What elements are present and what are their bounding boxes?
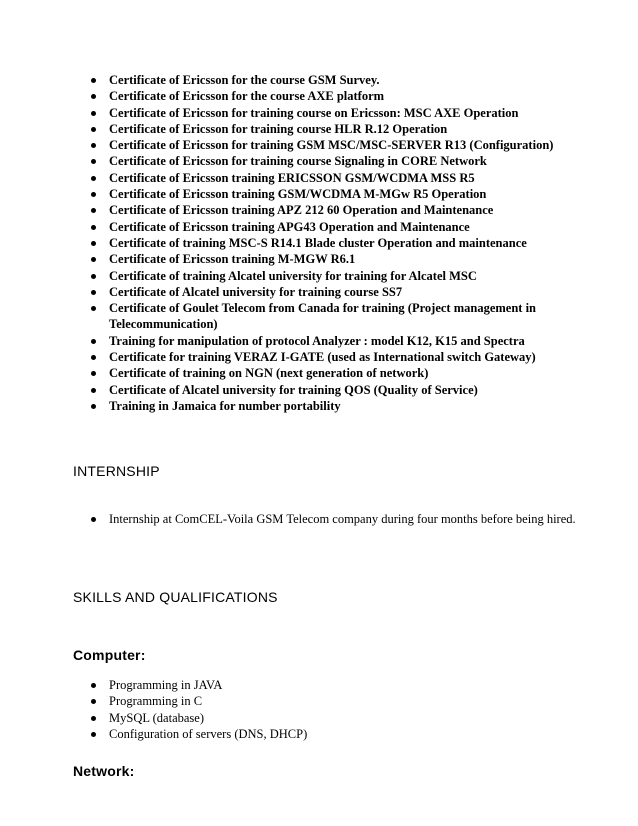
list-item: Certificate of Goulet Telecom from Canada for training (Project management in Telecommunication) — [90, 300, 578, 333]
network-subheading: Network: — [73, 763, 135, 779]
list-item: Certificate of training on NGN (next generation of network) — [90, 365, 578, 381]
list-item: Programming in JAVA — [90, 677, 578, 693]
list-item: Certificate of Alcatel university for training course SS7 — [90, 284, 578, 300]
list-item: Internship at ComCEL-Voila GSM Telecom company during four months before being hired. — [90, 511, 578, 527]
list-item: Certificate of Ericsson for training GSM MSC/MSC-SERVER R13 (Configuration) — [90, 137, 578, 153]
certifications-list — [90, 72, 578, 414]
computer-skills-list — [90, 677, 578, 742]
internship-heading: INTERNSHIP — [73, 463, 160, 479]
skills-heading: SKILLS AND QUALIFICATIONS — [73, 589, 278, 605]
list-item: Configuration of servers (DNS, DHCP) — [90, 726, 578, 742]
computer-subheading: Computer: — [73, 647, 146, 663]
list-item: Certificate of Ericsson for training course HLR R.12 Operation — [90, 121, 578, 137]
list-item: Certificate of Ericsson for training course on Ericsson: MSC AXE Operation — [90, 105, 578, 121]
list-item: Certificate of training MSC-S R14.1 Blade cluster Operation and maintenance — [90, 235, 578, 251]
list-item: Certificate of Ericsson training APG43 Operation and Maintenance — [90, 219, 578, 235]
list-item: Training for manipulation of protocol Analyzer : model K12, K15 and Spectra — [90, 333, 578, 349]
list-item: Certificate of Ericsson for the course AXE platform — [90, 88, 578, 104]
list-item: Certificate of training Alcatel university for training for Alcatel MSC — [90, 268, 578, 284]
list-item: Certificate for training VERAZ I-GATE (used as International switch Gateway) — [90, 349, 578, 365]
list-item: Certificate of Ericsson for training course Signaling in CORE Network — [90, 153, 578, 169]
list-item: Certificate of Ericsson training APZ 212 60 Operation and Maintenance — [90, 202, 578, 218]
list-item: Certificate of Alcatel university for training QOS (Quality of Service) — [90, 382, 578, 398]
list-item: Certificate of Ericsson training ERICSSON GSM/WCDMA MSS R5 — [90, 170, 578, 186]
internship-list — [90, 511, 578, 527]
list-item: MySQL (database) — [90, 710, 578, 726]
list-item: Certificate of Ericsson for the course GSM Survey. — [90, 72, 578, 88]
list-item: Training in Jamaica for number portability — [90, 398, 578, 414]
list-item: Certificate of Ericsson training GSM/WCDMA M-MGw R5 Operation — [90, 186, 578, 202]
list-item: Certificate of Ericsson training M-MGW R6.1 — [90, 251, 578, 267]
list-item: Programming in C — [90, 693, 578, 709]
